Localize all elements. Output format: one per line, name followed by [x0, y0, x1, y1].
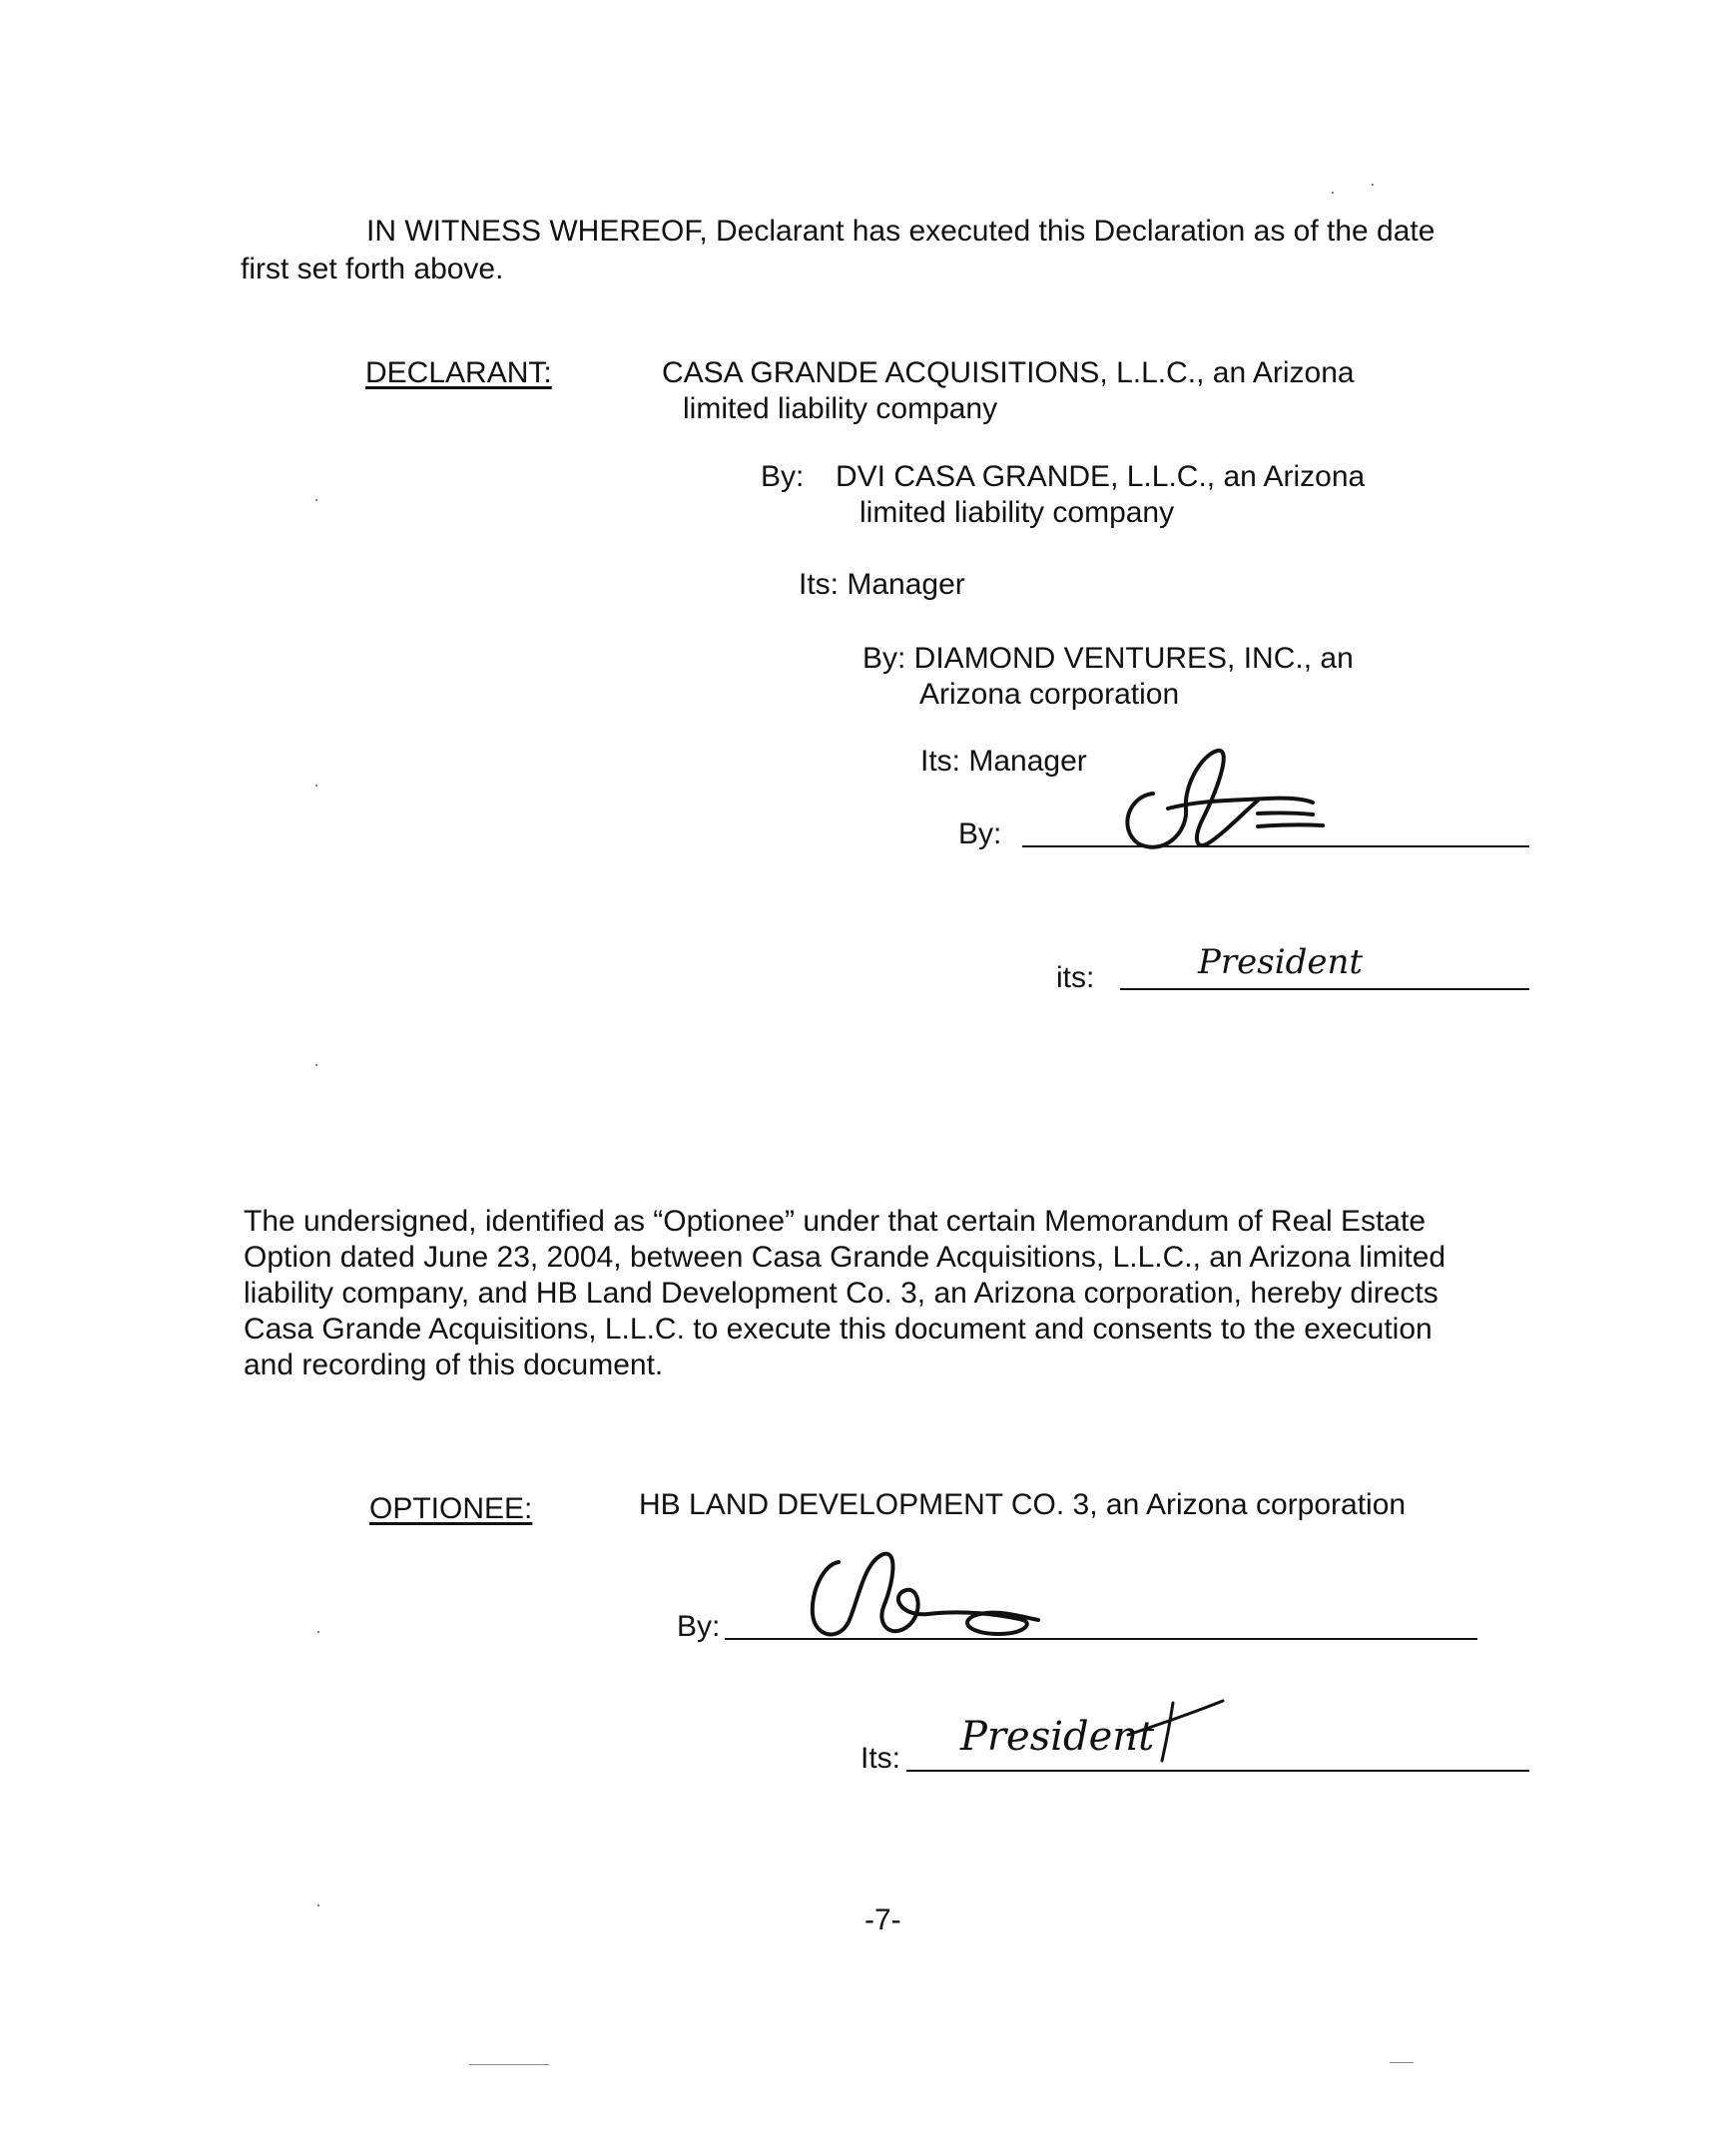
consent-line-2: Option dated June 23, 2004, between Casa Grande Acquisitions, L.L.C., an Arizona limited [244, 1241, 1446, 1274]
scan-speck [1372, 184, 1374, 186]
optionee-by-label: By: [677, 1610, 721, 1643]
declarant-its3-value: President [1198, 942, 1364, 982]
declarant-its2: Its: Manager [920, 745, 1087, 778]
declarant-by1-line-2: limited liability company [860, 496, 1175, 529]
declarant-its-line [1120, 988, 1529, 990]
optionee-entity: HB LAND DEVELOPMENT CO. 3, an Arizona corporation [639, 1488, 1407, 1521]
optionee-signature-icon [799, 1542, 1058, 1652]
declarant-entity-line-1: CASA GRANDE ACQUISITIONS, L.L.C., an Arizona [662, 356, 1355, 389]
scan-speck [1332, 192, 1334, 194]
declarant-label: DECLARANT: [365, 356, 552, 389]
scan-speck [469, 2064, 549, 2065]
declarant-by1-prefix: By: [761, 460, 805, 493]
declarant-signature-icon [1108, 739, 1338, 858]
optionee-its-value: President [960, 1714, 1155, 1760]
declarant-by1-line-1: DVI CASA GRANDE, L.L.C., an Arizona [836, 460, 1366, 493]
declarant-entity-line-2: limited liability company [683, 392, 998, 425]
consent-line-3: liability company, and HB Land Development Co. 3, an Arizona corporation, hereby directs [244, 1277, 1438, 1310]
scan-speck [315, 499, 317, 501]
consent-line-4: Casa Grande Acquisitions, L.L.C. to execute this document and consents to the execution [244, 1313, 1433, 1346]
declarant-its1: Its: Manager [799, 568, 965, 601]
scan-speck [317, 1631, 319, 1633]
scan-speck [315, 785, 317, 787]
optionee-its-label: Its: [861, 1742, 901, 1775]
witness-line-1: IN WITNESS WHEREOF, Declarant has executed this Declaration as of the date [366, 215, 1436, 248]
declarant-by3-label: By: [958, 817, 1002, 850]
consent-line-5: and recording of this document. [244, 1348, 664, 1381]
declarant-its3-label: its: [1056, 961, 1095, 994]
scan-speck [315, 1064, 317, 1066]
optionee-its-line [906, 1770, 1529, 1772]
declarant-by2-line-2: Arizona corporation [919, 678, 1180, 711]
scan-speck [1390, 2062, 1414, 2063]
optionee-its-flourish-icon [1118, 1695, 1228, 1765]
page-number: -7- [864, 1903, 901, 1936]
optionee-label: OPTIONEE: [369, 1492, 533, 1525]
consent-line-1: The undersigned, identified as “Optionee” under that certain Memorandum of Real Estate [244, 1205, 1427, 1238]
witness-line-2: first set forth above. [241, 253, 504, 285]
scan-speck [317, 1904, 319, 1906]
declarant-by2-line-1: By: DIAMOND VENTURES, INC., an [862, 642, 1354, 675]
